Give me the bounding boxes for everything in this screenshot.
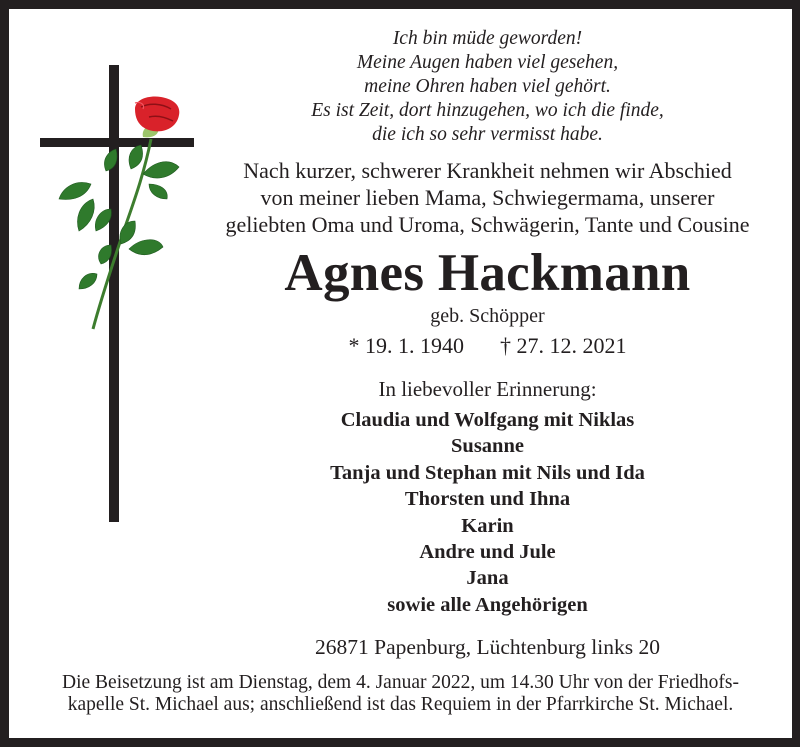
deceased-name: Agnes Hackmann [284, 244, 691, 302]
funeral-info [9, 672, 792, 716]
poem-line: die ich so sehr vermisst habe. [372, 124, 603, 145]
family-member: Tanja und Stephan mit Nils und Ida [330, 461, 645, 484]
family-member: Thorsten und Ihna [404, 488, 571, 511]
life-dates [200, 332, 775, 360]
poem-line: Meine Augen haben viel gesehen, [356, 52, 619, 73]
poem-line: Ich bin müde geworden! [392, 28, 583, 49]
death-date: † 27. 12. 2021 [500, 333, 627, 358]
family-member: Jana [466, 567, 509, 590]
family-list [200, 407, 775, 618]
funeral-info-line: kapelle St. Michael aus; anschließend ist das Requiem in der Pfarrkirche St. Michael. [67, 694, 734, 715]
cross-horizontal-bar [40, 138, 194, 147]
intro-line: Nach kurzer, schwerer Krankheit nehmen wir Abschied [243, 158, 732, 183]
birth-name: geb. Schöpper [430, 305, 545, 327]
intro-text [200, 157, 775, 238]
intro-line: von meiner lieben Mama, Schwiegermama, unserer [260, 185, 715, 210]
family-member: Susanne [451, 435, 524, 458]
rose-icon [59, 97, 179, 330]
cross-vertical-bar [109, 65, 119, 522]
funeral-info-line: Die Beisetzung ist am Dienstag, dem 4. Januar 2022, um 14.30 Uhr von der Friedhofs- [62, 672, 739, 693]
intro-line: geliebten Oma und Uroma, Schwägerin, Tante und Cousine [225, 212, 750, 237]
poem [200, 27, 775, 147]
obituary-notice [9, 9, 792, 738]
family-member: Andre und Jule [419, 541, 556, 564]
cross-with-rose-image [31, 59, 201, 529]
family-member: Karin [461, 514, 514, 537]
poem-line: meine Ohren haben viel gehört. [364, 76, 611, 97]
family-member: Claudia und Wolfgang mit Niklas [340, 409, 635, 431]
birth-date: * 19. 1. 1940 [348, 333, 464, 358]
poem-line: Es ist Zeit, dort hinzugehen, wo ich die finde, [311, 100, 664, 121]
address: 26871 Papenburg, Lüchtenburg links 20 [315, 635, 660, 659]
memory-heading: In liebevoller Erinnerung: [378, 377, 597, 401]
family-member: sowie alle Angehörigen [387, 593, 588, 616]
